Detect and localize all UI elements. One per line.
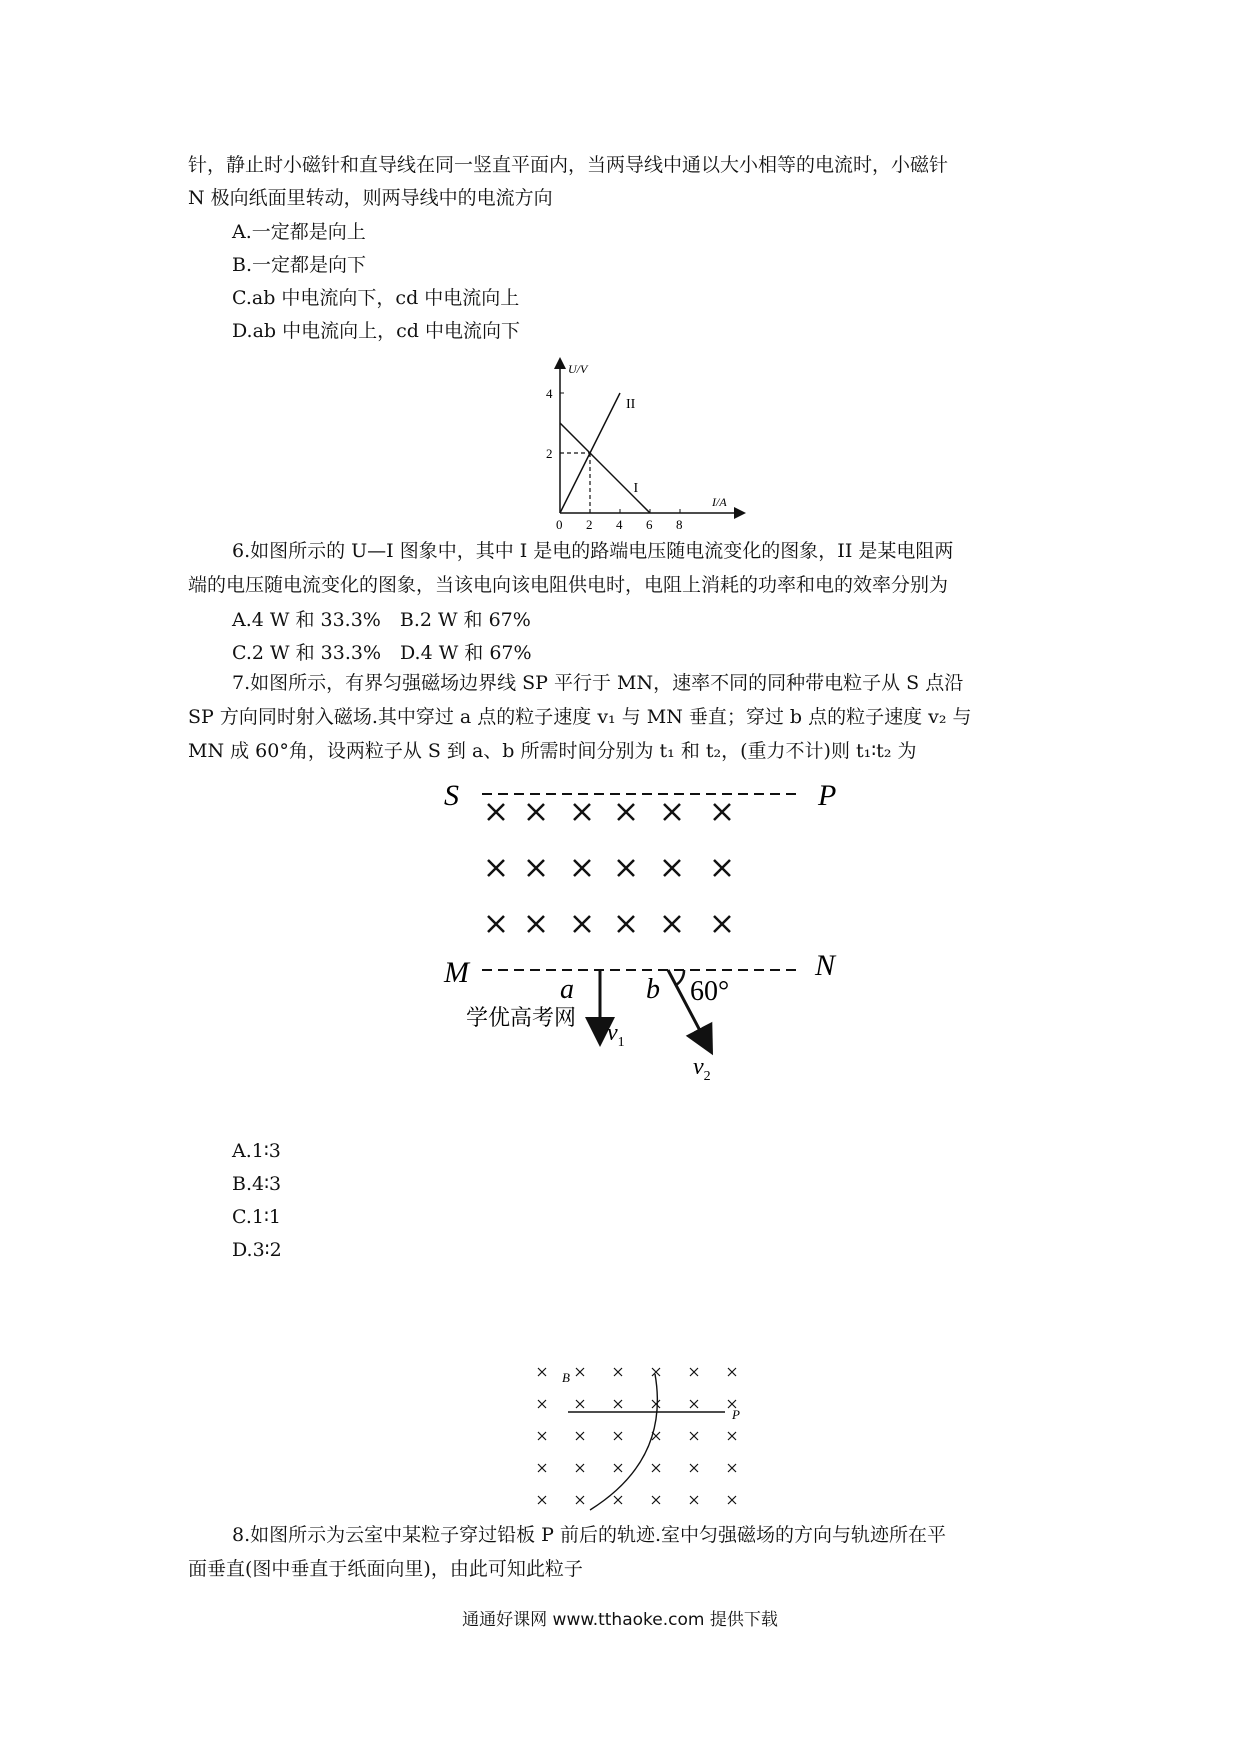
field-cross <box>728 1464 736 1472</box>
field-cross <box>618 916 634 932</box>
label-v2: $v_2$ <box>693 1054 711 1084</box>
field-cross <box>664 860 680 876</box>
y-tick-label: 2 <box>546 446 553 461</box>
label-P-small: P <box>732 1407 740 1422</box>
label-P: P <box>818 779 837 812</box>
q5-option-d: D.ab 中电流向上，cd 中电流向下 <box>232 320 520 342</box>
q8-cloud-chamber-figure <box>530 1360 760 1520</box>
q6-options-row-2: C.2 W 和 33.3% D.4 W 和 67% <box>232 642 532 664</box>
field-cross <box>618 804 634 820</box>
field-cross <box>528 860 544 876</box>
page-footer: 通通好课网 www.tthaoke.com 提供下载 <box>462 1610 778 1630</box>
u-i-chart <box>540 355 750 537</box>
field-cross <box>488 804 504 820</box>
field-cross <box>576 1464 584 1472</box>
field-cross-grid-small <box>538 1368 736 1504</box>
label-b: b <box>646 974 660 1005</box>
field-cross <box>664 804 680 820</box>
field-cross <box>690 1496 698 1504</box>
field-cross <box>652 1496 660 1504</box>
q7-option-d: D.3∶2 <box>232 1239 282 1261</box>
field-cross <box>614 1432 622 1440</box>
q7-text-line-3: MN 成 60°角，设两粒子从 S 到 a、b 所需时间分别为 t₁ 和 t₂，(重力不计)则 t₁∶t₂ 为 <box>188 740 917 762</box>
label-S: S <box>444 779 459 812</box>
field-cross <box>576 1368 584 1376</box>
field-cross <box>714 916 730 932</box>
q7-field-figure <box>430 770 870 1090</box>
field-cross <box>614 1464 622 1472</box>
field-cross <box>728 1432 736 1440</box>
field-cross <box>652 1368 660 1376</box>
particle-track <box>590 1374 657 1510</box>
q7-option-a: A.1∶3 <box>232 1140 281 1162</box>
field-cross <box>538 1400 546 1408</box>
y-tick-label: 4 <box>546 386 553 401</box>
q5-text-line-1: 针，静止时小磁针和直导线在同一竖直平面内，当两导线中通以大小相等的电流时，小磁针 <box>188 154 949 176</box>
y-axis-label: U/V <box>568 362 588 376</box>
x-tick-label: 4 <box>616 517 623 532</box>
q6-text-line-1: 6.如图所示的 U—I 图象中，其中 I 是电的路端电压随电流变化的图象，II 是某电阻两 <box>232 540 954 562</box>
field-cross <box>528 804 544 820</box>
q7-option-b: B.4∶3 <box>232 1173 282 1195</box>
series-label-II: II <box>626 397 636 412</box>
angle-label: 60° <box>690 976 730 1007</box>
label-N: N <box>815 949 836 982</box>
field-cross <box>528 916 544 932</box>
field-cross <box>652 1400 660 1408</box>
field-cross <box>538 1464 546 1472</box>
field-cross <box>714 860 730 876</box>
field-cross <box>690 1368 698 1376</box>
field-cross <box>728 1368 736 1376</box>
q5-option-c: C.ab 中电流向下，cd 中电流向上 <box>232 287 520 309</box>
q8-text-line-2: 面垂直(图中垂直于纸面向里)，由此可知此粒子 <box>188 1558 583 1580</box>
field-cross <box>574 804 590 820</box>
field-cross <box>664 916 680 932</box>
field-cross <box>652 1464 660 1472</box>
q5-text-line-2: N 极向纸面里转动，则两导线中的电流方向 <box>188 187 553 209</box>
field-cross <box>714 804 730 820</box>
q7-text-line-2: SP 方向同时射入磁场.其中穿过 a 点的粒子速度 v₁ 与 MN 垂直；穿过 b 点的粒子速度 v₂ 与 <box>188 706 972 728</box>
field-cross <box>690 1400 698 1408</box>
label-v1: $v_1$ <box>607 1020 625 1050</box>
label-B: B <box>562 1370 570 1385</box>
field-cross <box>576 1496 584 1504</box>
field-cross <box>576 1400 584 1408</box>
x-tick-label: 0 <box>556 517 563 532</box>
field-cross <box>538 1432 546 1440</box>
q7-option-c: C.1∶1 <box>232 1206 282 1228</box>
angle-arc <box>676 970 684 985</box>
label-M: M <box>444 956 469 989</box>
q6-options-row-1: A.4 W 和 33.3% B.2 W 和 67% <box>232 609 531 631</box>
q5-option-b: B.一定都是向下 <box>232 254 367 276</box>
watermark: 学优高考网 <box>466 1006 577 1031</box>
field-cross <box>576 1432 584 1440</box>
series-line-I <box>560 423 650 513</box>
field-cross <box>728 1496 736 1504</box>
x-tick-label: 6 <box>646 517 653 532</box>
q8-text-line-1: 8.如图所示为云室中某粒子穿过铅板 P 前后的轨迹.室中匀强磁场的方向与轨迹所在平 <box>232 1524 947 1546</box>
q7-text-line-1: 7.如图所示，有界匀强磁场边界线 SP 平行于 MN，速率不同的同种带电粒子从 S 点沿 <box>232 672 964 694</box>
field-cross <box>488 860 504 876</box>
series-label-I: I <box>633 481 639 496</box>
field-cross <box>538 1496 546 1504</box>
x-axis-label: I/A <box>712 495 727 509</box>
q6-text-line-2: 端的电压随电流变化的图象，当该电向该电阻供电时，电阻上消耗的功率和电的效率分别为 <box>188 574 949 596</box>
field-cross-grid <box>488 804 730 932</box>
field-cross <box>618 860 634 876</box>
field-cross <box>538 1368 546 1376</box>
field-cross <box>488 916 504 932</box>
field-cross <box>614 1368 622 1376</box>
field-cross <box>614 1400 622 1408</box>
field-cross <box>690 1432 698 1440</box>
field-cross <box>574 860 590 876</box>
x-tick-label: 2 <box>586 517 593 532</box>
label-a: a <box>560 974 574 1005</box>
q5-option-a: A.一定都是向上 <box>232 221 366 243</box>
field-cross <box>614 1496 622 1504</box>
x-tick-label: 8 <box>676 517 683 532</box>
field-cross <box>574 916 590 932</box>
field-cross <box>690 1464 698 1472</box>
